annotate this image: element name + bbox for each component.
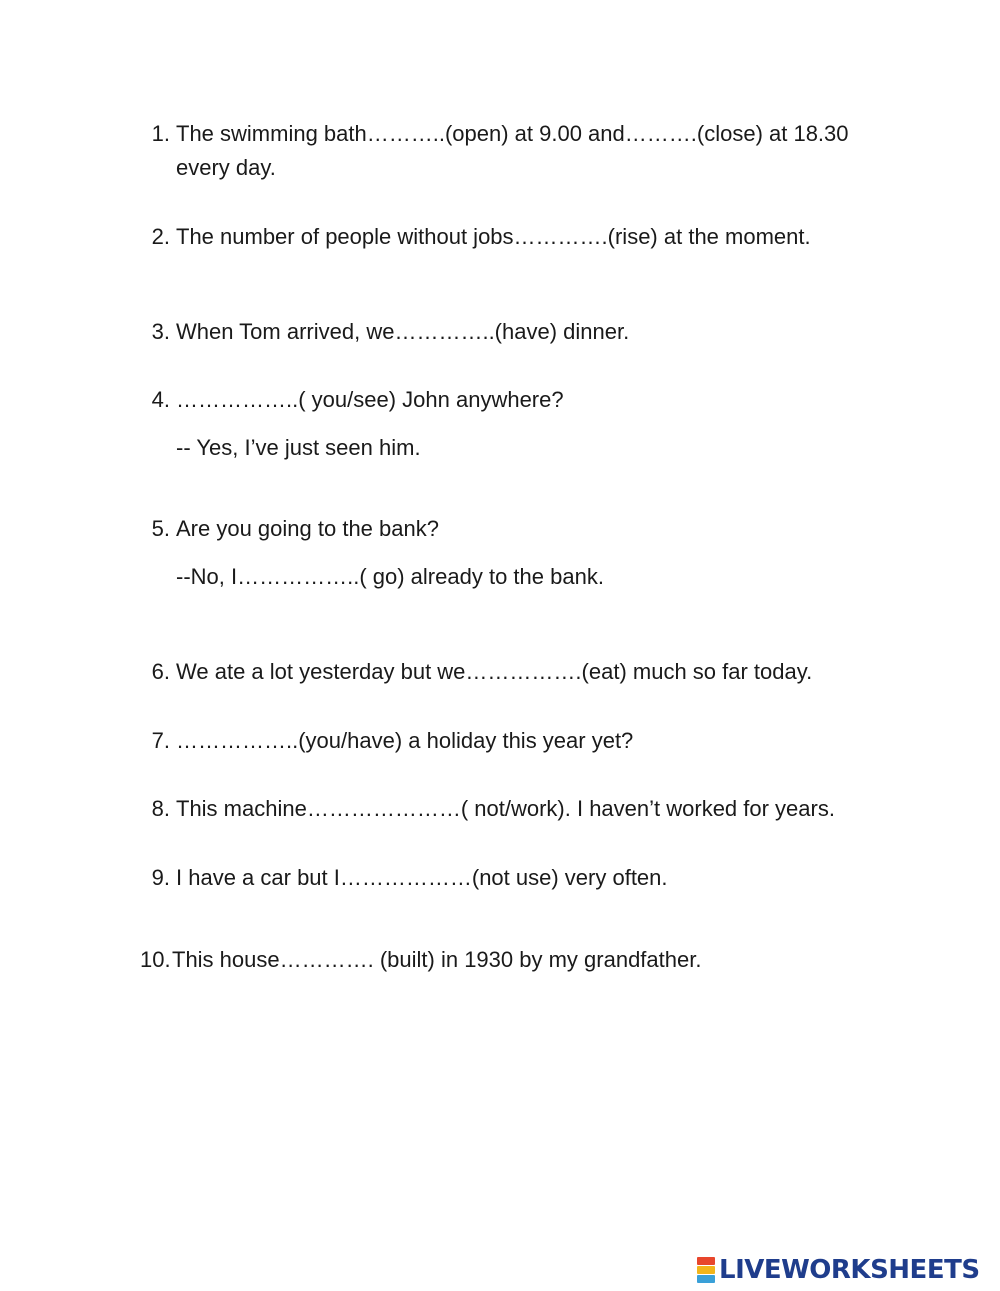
logo-mark-icon bbox=[697, 1257, 715, 1283]
logo-mark-top bbox=[697, 1257, 715, 1265]
question-5-answer-line: --No, I……………..( go) already to the bank. bbox=[176, 564, 604, 589]
question-1-continuation: every day. bbox=[176, 155, 276, 180]
question-text: Are you going to the bank? bbox=[176, 516, 439, 541]
question-text: ……………..(you/have) a holiday this year yet? bbox=[176, 728, 634, 753]
question-text: The number of people without jobs………….(rise) at the moment. bbox=[176, 224, 811, 249]
question-number: 9. bbox=[151, 865, 170, 890]
question-number: 8. bbox=[151, 796, 170, 821]
question-number: 1. bbox=[151, 121, 170, 146]
question-number: 4. bbox=[151, 387, 170, 412]
question-number: 3. bbox=[151, 319, 170, 344]
question-text: I have a car but I………………(not use) very often. bbox=[176, 865, 668, 890]
liveworksheets-logo bbox=[697, 1253, 980, 1287]
logo-mark-bottom bbox=[697, 1275, 715, 1283]
question-text: We ate a lot yesterday but we…………….(eat) much so far today. bbox=[176, 659, 813, 684]
logo-mark-middle bbox=[697, 1266, 715, 1274]
question-text: The swimming bath………..(open) at 9.00 and……….(close) at 18.30 bbox=[176, 121, 849, 146]
question-number: 7. bbox=[151, 728, 170, 753]
question-4-answer-line: -- Yes, I’ve just seen him. bbox=[176, 435, 421, 460]
question-text: This machine…………………( not/work). I haven’t worked for years. bbox=[176, 796, 835, 821]
question-number: 6. bbox=[151, 659, 170, 684]
question-number: 10. bbox=[140, 947, 171, 972]
question-text: This house…………. (built) in 1930 by my grandfather. bbox=[172, 947, 702, 972]
question-number: 2. bbox=[151, 224, 170, 249]
logo-text: LIVEWORKSHEETS bbox=[719, 1255, 980, 1285]
question-text: When Tom arrived, we…………..(have) dinner. bbox=[176, 319, 630, 344]
question-number: 5. bbox=[151, 516, 170, 541]
question-text: ……………..( you/see) John anywhere? bbox=[176, 387, 564, 412]
